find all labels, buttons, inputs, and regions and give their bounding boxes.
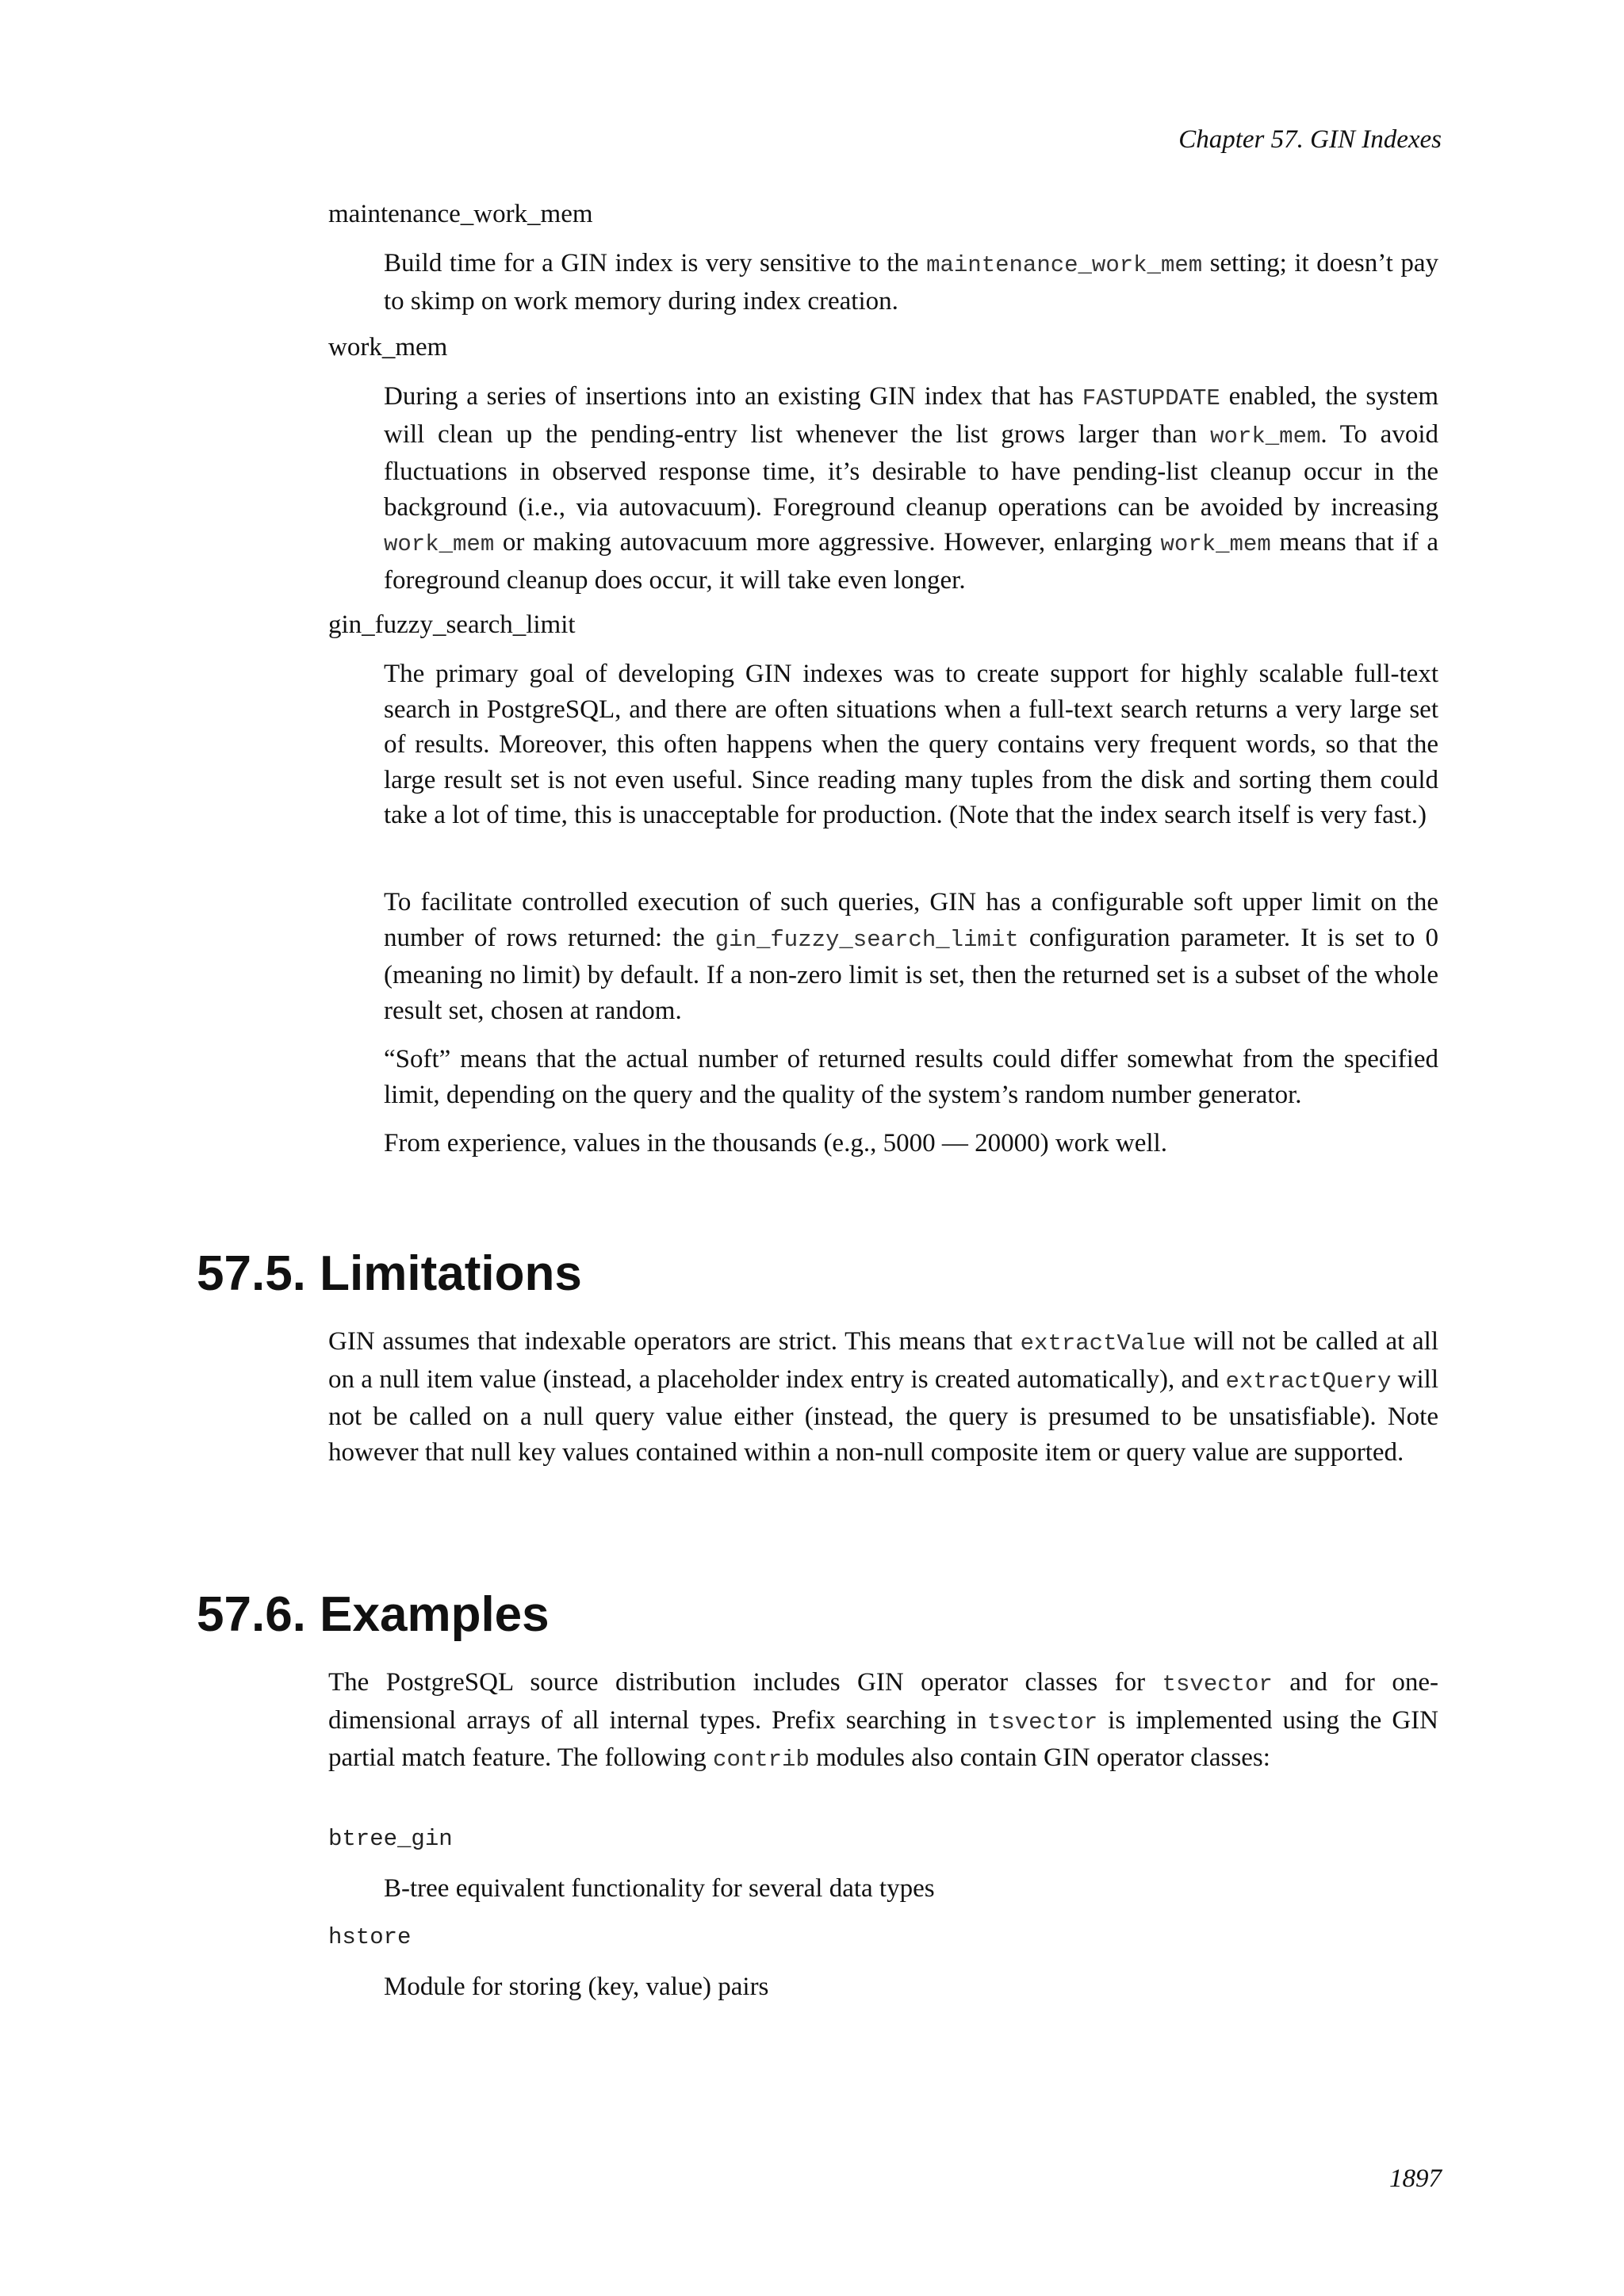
module-description-hstore: Module for storing (key, value) pairs xyxy=(384,1973,769,2001)
gin-fuzzy-paragraph-2: To facilitate controlled execution of such queries, GIN has a configurable soft upper limit on the number of rows returned: the gin_fuzzy_search_limit configuration parameter. It is set to 0 (meaning no limit) by default. If a non-zero limit is set, then the returned set is a subset of the whole result set, chosen at random. xyxy=(384,888,1439,1025)
inline-code: extractValue xyxy=(1020,1330,1186,1357)
section-heading-examples: 57.6. Examples xyxy=(197,1587,550,1642)
term-maintenance-work-mem: maintenance_work_mem xyxy=(328,200,593,228)
section-heading-limitations: 57.5. Limitations xyxy=(197,1246,582,1301)
inline-code: FASTUPDATE xyxy=(1082,385,1220,411)
gin-fuzzy-paragraph-3: “Soft” means that the actual number of returned results could differ somewhat from the specified limit, depending on the query and the quality of the system’s random number generator. xyxy=(384,1045,1438,1109)
inline-code: maintenance_work_mem xyxy=(926,252,1203,278)
inline-code: work_mem xyxy=(384,531,495,558)
running-header: Chapter 57. GIN Indexes xyxy=(1178,125,1442,154)
page-number: 1897 xyxy=(1389,2164,1442,2193)
inline-code: work_mem xyxy=(1160,531,1271,558)
module-description-btree-gin: B-tree equivalent functionality for several data types xyxy=(384,1874,935,1903)
term-gin-fuzzy-search-limit: gin_fuzzy_search_limit xyxy=(328,610,576,639)
limitations-paragraph: GIN assumes that indexable operators are strict. This means that extractValue will not be called at all on a null item value (instead, a placeholder index entry is created automatically), and extractQuery will not be called on a null query value either (instead, the query is presumed to be unsatisfiable). Note however that null key values contained within a non-null composite item or query value are supported. xyxy=(328,1327,1439,1467)
gin-fuzzy-paragraph-1: The primary goal of developing GIN indexes was to create support for highly scalable full-text search in PostgreSQL, and there are often situations when a full-text search returns a very large set of results. Moreover, this often happens when the query contains very frequent words, so that the large result set is not even useful. Since reading many tuples from the disk and sorting them could take a lot of time, this is unacceptable for production. (Note that the index search itself is very fast.) xyxy=(384,660,1438,830)
inline-code: extractQuery xyxy=(1225,1368,1392,1395)
inline-code: work_mem xyxy=(1210,423,1321,450)
maintenance-work-mem-description: Build time for a GIN index is very sensitive to the maintenance_work_mem setting; it doesn’t pay to skimp on work memory during index creation. xyxy=(384,249,1438,316)
inline-code: gin_fuzzy_search_limit xyxy=(714,926,1019,953)
module-term-btree-gin: btree_gin xyxy=(328,1826,453,1852)
inline-code: tsvector xyxy=(986,1709,1098,1735)
inline-code: tsvector xyxy=(1162,1671,1273,1697)
inline-code: contrib xyxy=(713,1747,810,1774)
examples-paragraph: The PostgreSQL source distribution includes GIN operator classes for tsvector and for one-dimensional arrays of all internal types. Prefix searching in tsvector is implemented using the GIN partial match feature. The following contrib modules also contain GIN operator classes: xyxy=(328,1668,1439,1774)
gin-fuzzy-paragraph-4: From experience, values in the thousands (e.g., 5000 — 20000) work well. xyxy=(384,1129,1167,1158)
term-work-mem: work_mem xyxy=(328,333,448,362)
module-term-hstore: hstore xyxy=(328,1924,412,1950)
work-mem-description: During a series of insertions into an existing GIN index that has FASTUPDATE enabled, the system will clean up the pending-entry list whenever the list grows larger than work_mem. To avoid fluctuations in observed response time, it’s desirable to have pending-list cleanup occur in the background (i.e., via autovacuum). Foreground cleanup operations can be avoided by increasing work_mem or making autovacuum more aggressive. However, enlarging work_mem means that if a foreground cleanup does occur, it will take even longer. xyxy=(384,382,1438,595)
